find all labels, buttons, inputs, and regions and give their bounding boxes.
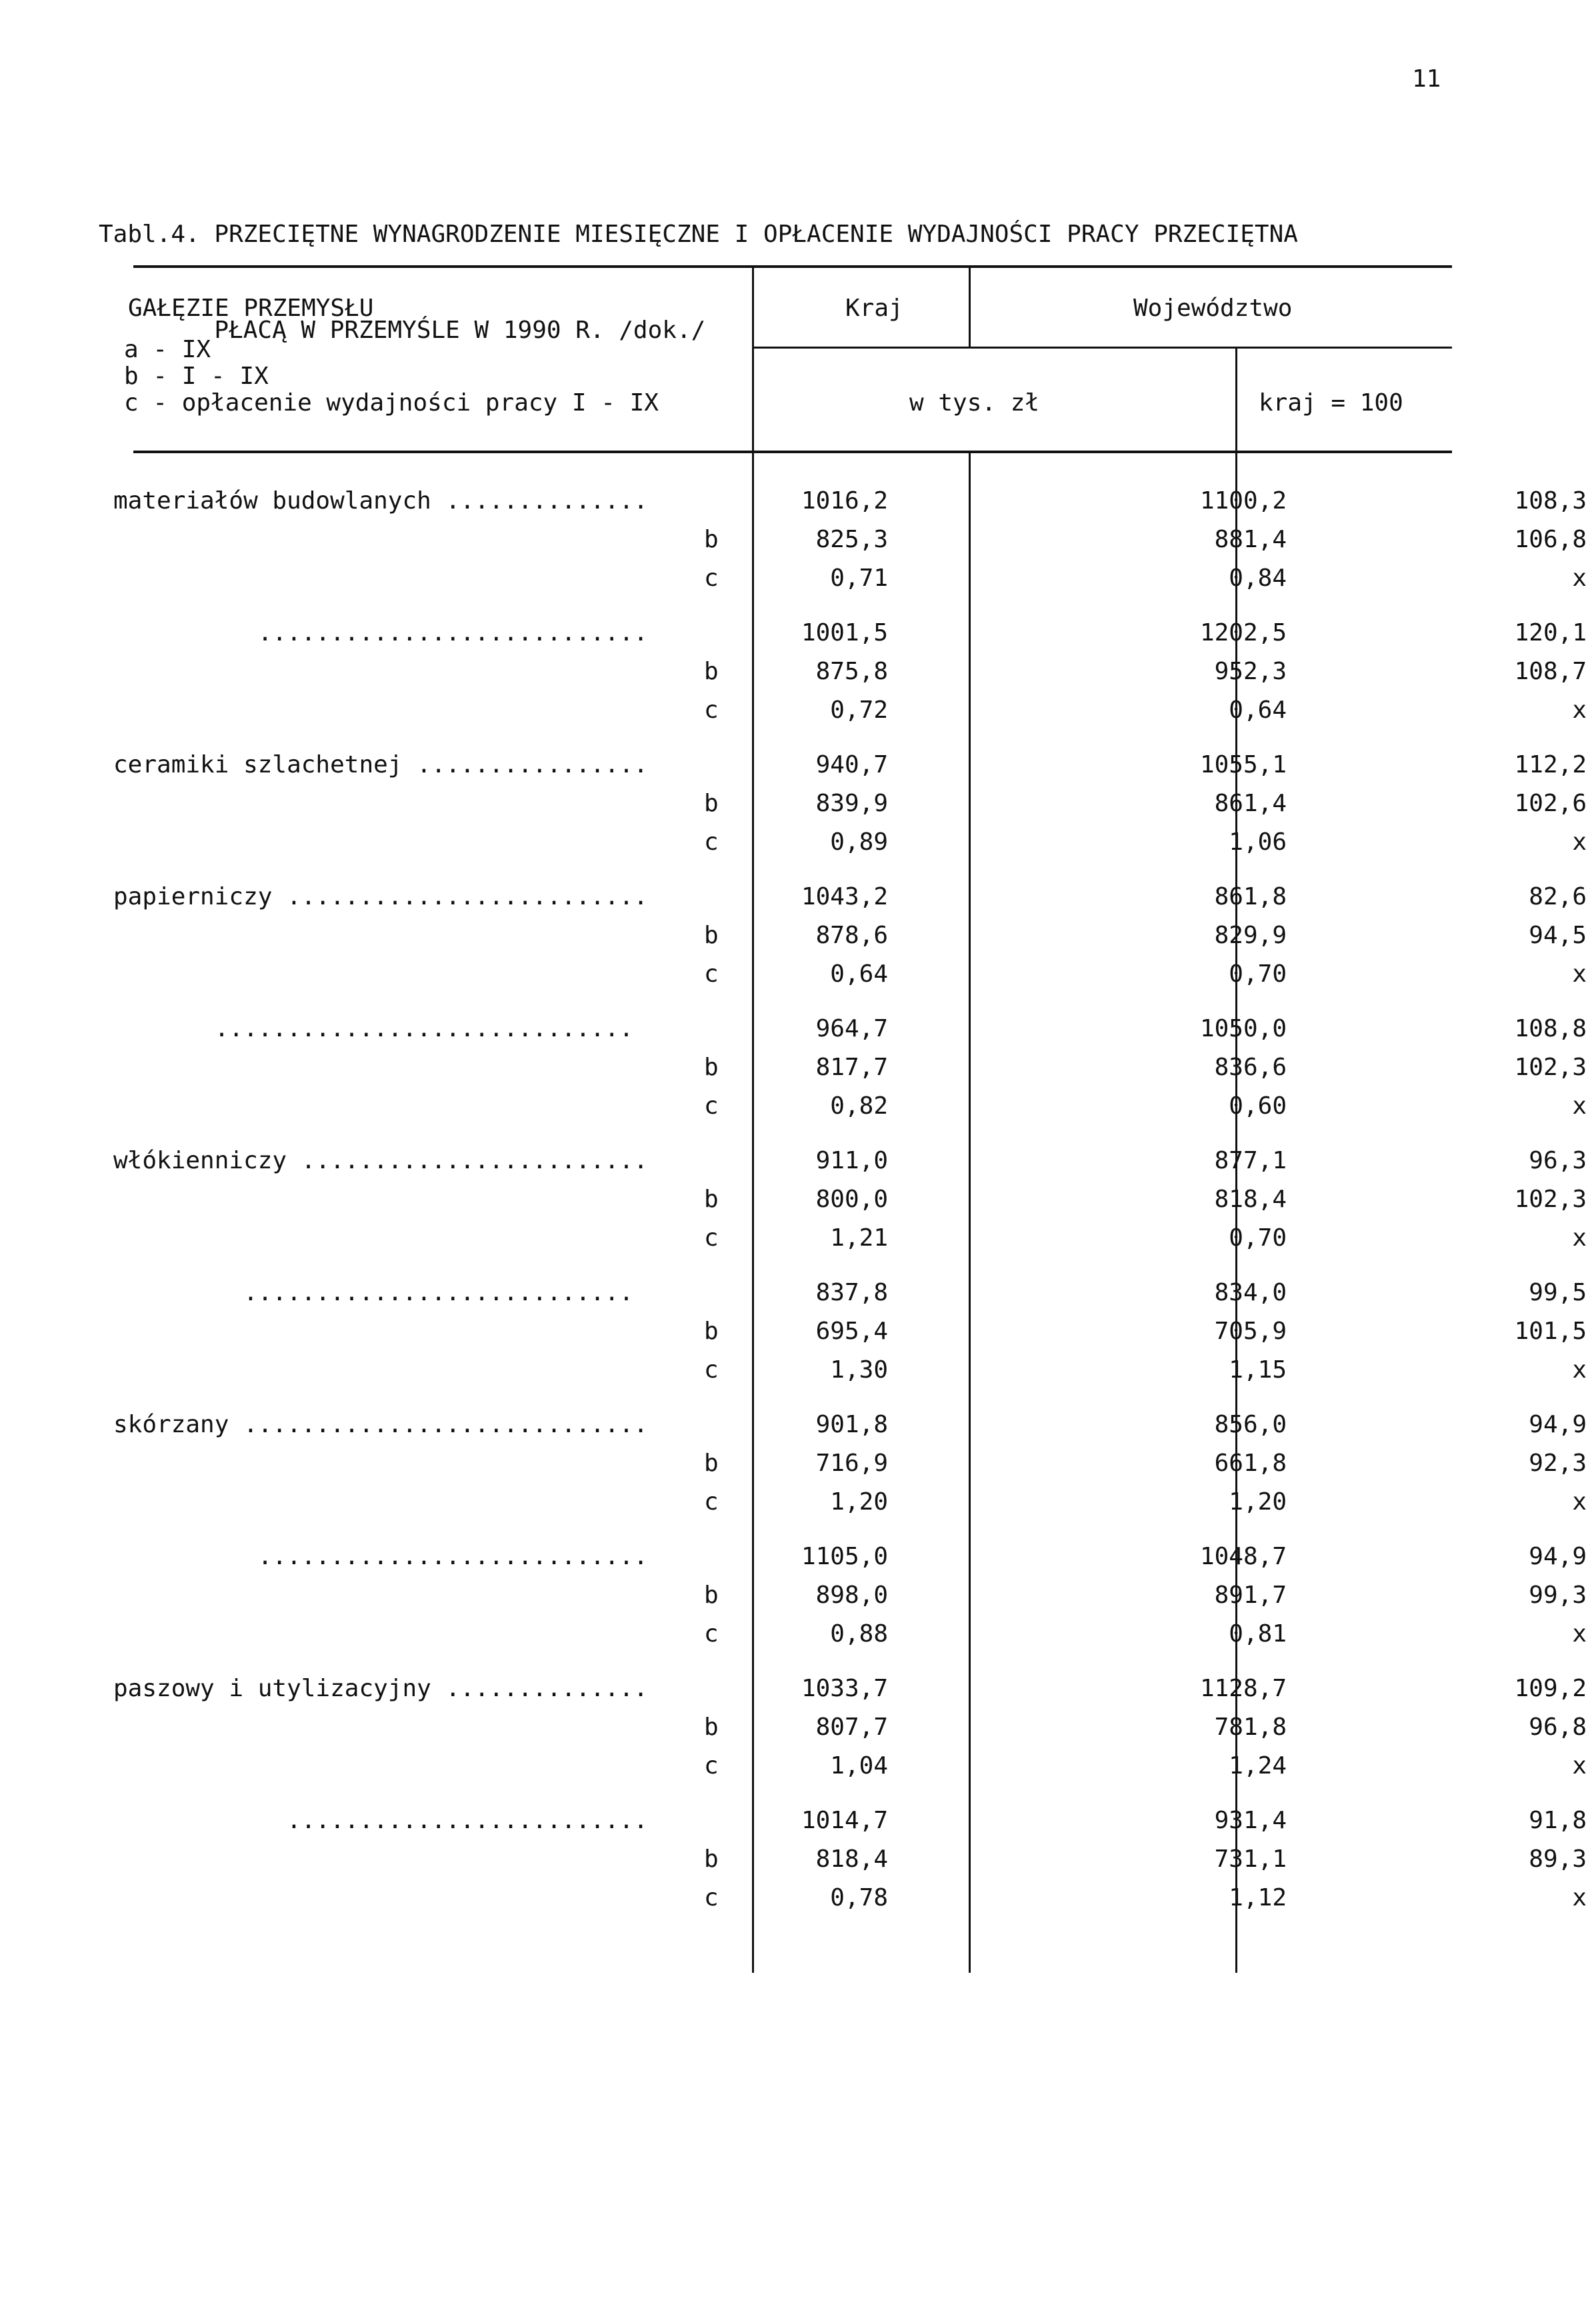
row-label: ........................... [113,1278,634,1306]
table-row [113,1350,1587,1389]
col-header-wojewodztwo: Województwo [1133,295,1293,322]
value-index: 101,5 [1514,1317,1587,1345]
group-spacer [113,1521,1587,1537]
table-row [113,1576,1587,1614]
value-wojewodztwo: 1,15 [1229,1356,1287,1384]
group-spacer [113,597,1587,613]
value-kraj: 0,64 [830,960,888,988]
value-wojewodztwo: 0,64 [1229,696,1287,724]
value-kraj: 940,7 [815,750,888,778]
row-label [113,1048,704,1086]
value-kraj: 0,71 [830,564,888,592]
value-kraj: 1016,2 [801,487,888,515]
value-wojewodztwo: 952,3 [1214,657,1287,685]
row-code: b [704,1185,719,1213]
value-kraj: 1105,0 [801,1542,888,1570]
row-label [113,1312,704,1350]
row-code: c [704,828,719,856]
legend-a: a - IX [124,336,211,363]
value-kraj: 0,89 [830,828,888,856]
value-index: 102,3 [1514,1185,1587,1213]
value-index: 120,1 [1514,618,1587,646]
value-index: 94,5 [1529,921,1587,949]
value-index: x [1572,696,1587,724]
row-code: b [704,1845,719,1873]
row-label: skórzany ............................ [113,1410,648,1438]
table-row [113,916,1587,954]
row-code: b [704,1053,719,1081]
row-code: b [704,1449,719,1477]
table-row [113,1801,1587,1839]
value-index: x [1572,1488,1587,1516]
group-spacer [113,993,1587,1009]
row-label: ceramiki szlachetnej ................ [113,750,648,778]
table-row [113,1312,1587,1350]
value-kraj: 1014,7 [801,1806,888,1834]
row-code: b [704,1581,719,1609]
value-wojewodztwo: 836,6 [1214,1053,1287,1081]
value-kraj: 911,0 [815,1146,888,1174]
row-label [113,916,704,954]
value-kraj: 1,04 [830,1751,888,1779]
value-wojewodztwo: 856,0 [1214,1410,1287,1438]
value-wojewodztwo: 781,8 [1214,1713,1287,1741]
row-label [113,1576,704,1614]
value-wojewodztwo: 891,7 [1214,1581,1287,1609]
row-label: ........................... [113,618,648,646]
table-row [113,745,1587,784]
row-label: włókienniczy ........................ [113,1146,648,1174]
row-code [704,1273,748,1312]
value-wojewodztwo: 1,06 [1229,828,1287,856]
value-kraj: 800,0 [815,1185,888,1213]
value-index: 91,8 [1529,1806,1587,1834]
row-label [113,784,704,822]
unit-index: kraj = 100 [1259,389,1403,417]
column-divider-2 [969,265,971,348]
table-row [113,1444,1587,1482]
value-wojewodztwo: 818,4 [1214,1185,1287,1213]
table-row [113,1009,1587,1048]
row-label [113,954,704,993]
value-kraj: 901,8 [815,1410,888,1438]
table-row [113,1482,1587,1521]
group-spacer [113,1389,1587,1405]
value-kraj: 817,7 [815,1053,888,1081]
row-label [113,1218,704,1257]
value-kraj: 0,88 [830,1620,888,1648]
value-index: 102,3 [1514,1053,1587,1081]
table-row [113,1614,1587,1653]
value-wojewodztwo: 731,1 [1214,1845,1287,1873]
row-code: c [704,1883,719,1911]
value-index: 89,3 [1529,1845,1587,1873]
legend-b: b - I - IX [124,363,269,390]
row-code [704,877,748,916]
table-row [113,784,1587,822]
row-label [113,1878,704,1917]
value-kraj: 818,4 [815,1845,888,1873]
value-index: 82,6 [1529,882,1587,910]
value-wojewodztwo: 829,9 [1214,921,1287,949]
value-index: 99,3 [1529,1581,1587,1609]
value-index: 109,2 [1514,1674,1587,1702]
row-code: b [704,789,719,817]
value-wojewodztwo: 0,81 [1229,1620,1287,1648]
row-label [113,1708,704,1746]
row-label [113,559,704,597]
table-row [113,822,1587,861]
table-row [113,877,1587,916]
table-row [113,1218,1587,1257]
row-label [113,822,704,861]
col-header-kraj: Kraj [845,295,903,322]
value-wojewodztwo: 1,12 [1229,1883,1287,1911]
value-index: 94,9 [1529,1542,1587,1570]
value-kraj: 825,3 [815,525,888,553]
row-label [113,1086,704,1125]
row-code [704,613,748,652]
value-index: x [1572,1224,1587,1252]
value-index: 99,5 [1529,1278,1587,1306]
table-row [113,1537,1587,1576]
value-kraj: 837,8 [815,1278,888,1306]
value-index: 94,9 [1529,1410,1587,1438]
row-label [113,1839,704,1878]
row-code: c [704,1751,719,1779]
row-label: materiałów budowlanych .............. [113,487,648,515]
value-wojewodztwo: 705,9 [1214,1317,1287,1345]
table-row [113,1708,1587,1746]
value-kraj: 1001,5 [801,618,888,646]
table-row [113,1141,1587,1180]
table-row [113,1839,1587,1878]
value-index: 108,8 [1514,1014,1587,1042]
value-index: x [1572,1883,1587,1911]
value-index: 106,8 [1514,525,1587,553]
table-row [113,481,1587,520]
row-code [704,1405,748,1444]
value-kraj: 1,21 [830,1224,888,1252]
row-code: b [704,921,719,949]
row-label [113,520,704,559]
value-kraj: 1033,7 [801,1674,888,1702]
row-code [704,481,748,520]
value-index: 96,3 [1529,1146,1587,1174]
table-row [113,1746,1587,1785]
value-kraj: 0,72 [830,696,888,724]
value-index: 96,8 [1529,1713,1587,1741]
group-spacer [113,861,1587,877]
row-label [113,1444,704,1482]
value-index: 112,2 [1514,750,1587,778]
row-label: papierniczy ......................... [113,882,648,910]
row-label [113,690,704,729]
row-label [113,1350,704,1389]
row-code: c [704,1488,719,1516]
row-code: c [704,960,719,988]
table-row [113,1273,1587,1312]
value-kraj: 839,9 [815,789,888,817]
row-code [704,1009,748,1048]
value-index: 108,3 [1514,487,1587,515]
group-spacer [113,729,1587,745]
row-code: b [704,657,719,685]
row-code [704,1141,748,1180]
value-kraj: 807,7 [815,1713,888,1741]
value-kraj: 898,0 [815,1581,888,1609]
value-index: x [1572,828,1587,856]
value-wojewodztwo: 0,70 [1229,960,1287,988]
value-wojewodztwo: 0,70 [1229,1224,1287,1252]
value-kraj: 716,9 [815,1449,888,1477]
value-index: x [1572,1356,1587,1384]
value-wojewodztwo: 1055,1 [1199,750,1287,778]
row-code [704,1669,748,1708]
row-code: c [704,1092,719,1120]
value-index: x [1572,1092,1587,1120]
row-label [113,1482,704,1521]
row-code: c [704,1224,719,1252]
value-kraj: 1,30 [830,1356,888,1384]
header-mid-rule [753,347,1452,349]
table-row [113,1878,1587,1917]
value-wojewodztwo: 861,8 [1214,882,1287,910]
group-spacer [113,1257,1587,1273]
row-label: ......................... [113,1806,648,1834]
value-kraj: 0,78 [830,1883,888,1911]
value-kraj: 875,8 [815,657,888,685]
row-code: c [704,564,719,592]
value-wojewodztwo: 1100,2 [1199,487,1287,515]
value-kraj: 964,7 [815,1014,888,1042]
value-kraj: 878,6 [815,921,888,949]
value-wojewodztwo: 661,8 [1214,1449,1287,1477]
table-row [113,559,1587,597]
group-spacer [113,1125,1587,1141]
table-row [113,613,1587,652]
table-title-line-1: Tabl.4. PRZECIĘTNE WYNAGRODZENIE MIESIĘCZNE I OPŁACENIE WYDAJNOŚCI PRACY PRZECIĘTNA [99,221,1298,248]
value-wojewodztwo: 881,4 [1214,525,1287,553]
row-code [704,1801,748,1839]
value-wojewodztwo: 861,4 [1214,789,1287,817]
value-wojewodztwo: 1,24 [1229,1751,1287,1779]
table-row [113,520,1587,559]
value-wojewodztwo: 0,60 [1229,1092,1287,1120]
value-index: x [1572,960,1587,988]
branch-header: GAŁĘZIE PRZEMYSŁU [128,295,374,322]
legend-c: c - opłacenie wydajności pracy I - IX [124,389,659,417]
row-code [704,745,748,784]
value-wojewodztwo: 1048,7 [1199,1542,1287,1570]
value-index: 102,6 [1514,789,1587,817]
page-number: 11 [1412,65,1441,93]
value-index: x [1572,1620,1587,1648]
row-label [113,1180,704,1218]
row-code: c [704,1620,719,1648]
row-code: c [704,696,719,724]
table-row [113,1669,1587,1708]
row-label [113,652,704,690]
value-wojewodztwo: 1,20 [1229,1488,1287,1516]
value-wojewodztwo: 877,1 [1214,1146,1287,1174]
value-kraj: 0,82 [830,1092,888,1120]
row-code: b [704,525,719,553]
value-wojewodztwo: 1050,0 [1199,1014,1287,1042]
table-row [113,1180,1587,1218]
row-label: ........................... [113,1542,648,1570]
table-row [113,690,1587,729]
unit-thousand-zloty: w tys. zł [909,389,1040,417]
row-label [113,1746,704,1785]
row-label [113,1614,704,1653]
value-kraj: 695,4 [815,1317,888,1345]
row-code: b [704,1317,719,1345]
value-index: 92,3 [1529,1449,1587,1477]
row-code: c [704,1356,719,1384]
value-index: x [1572,1751,1587,1779]
table-row [113,954,1587,993]
value-kraj: 1043,2 [801,882,888,910]
row-label: ............................. [113,1014,634,1042]
data-table [113,481,1587,1917]
group-spacer [113,1653,1587,1669]
header-bottom-rule [133,451,1452,453]
value-index: x [1572,564,1587,592]
table-title-line-2: PŁACĄ W PRZEMYŚLE W 1990 R. /dok./ [99,317,706,344]
value-index: 108,7 [1514,657,1587,685]
value-wojewodztwo: 834,0 [1214,1278,1287,1306]
value-wojewodztwo: 0,84 [1229,564,1287,592]
table-row [113,652,1587,690]
header-top-rule [133,265,1452,268]
value-kraj: 1,20 [830,1488,888,1516]
value-wojewodztwo: 931,4 [1214,1806,1287,1834]
row-code [704,1537,748,1576]
value-wojewodztwo: 1202,5 [1199,618,1287,646]
row-label: paszowy i utylizacyjny .............. [113,1674,648,1702]
table-row [113,1405,1587,1444]
value-wojewodztwo: 1128,7 [1199,1674,1287,1702]
table-row [113,1086,1587,1125]
group-spacer [113,1785,1587,1801]
row-code: b [704,1713,719,1741]
table-row [113,1048,1587,1086]
